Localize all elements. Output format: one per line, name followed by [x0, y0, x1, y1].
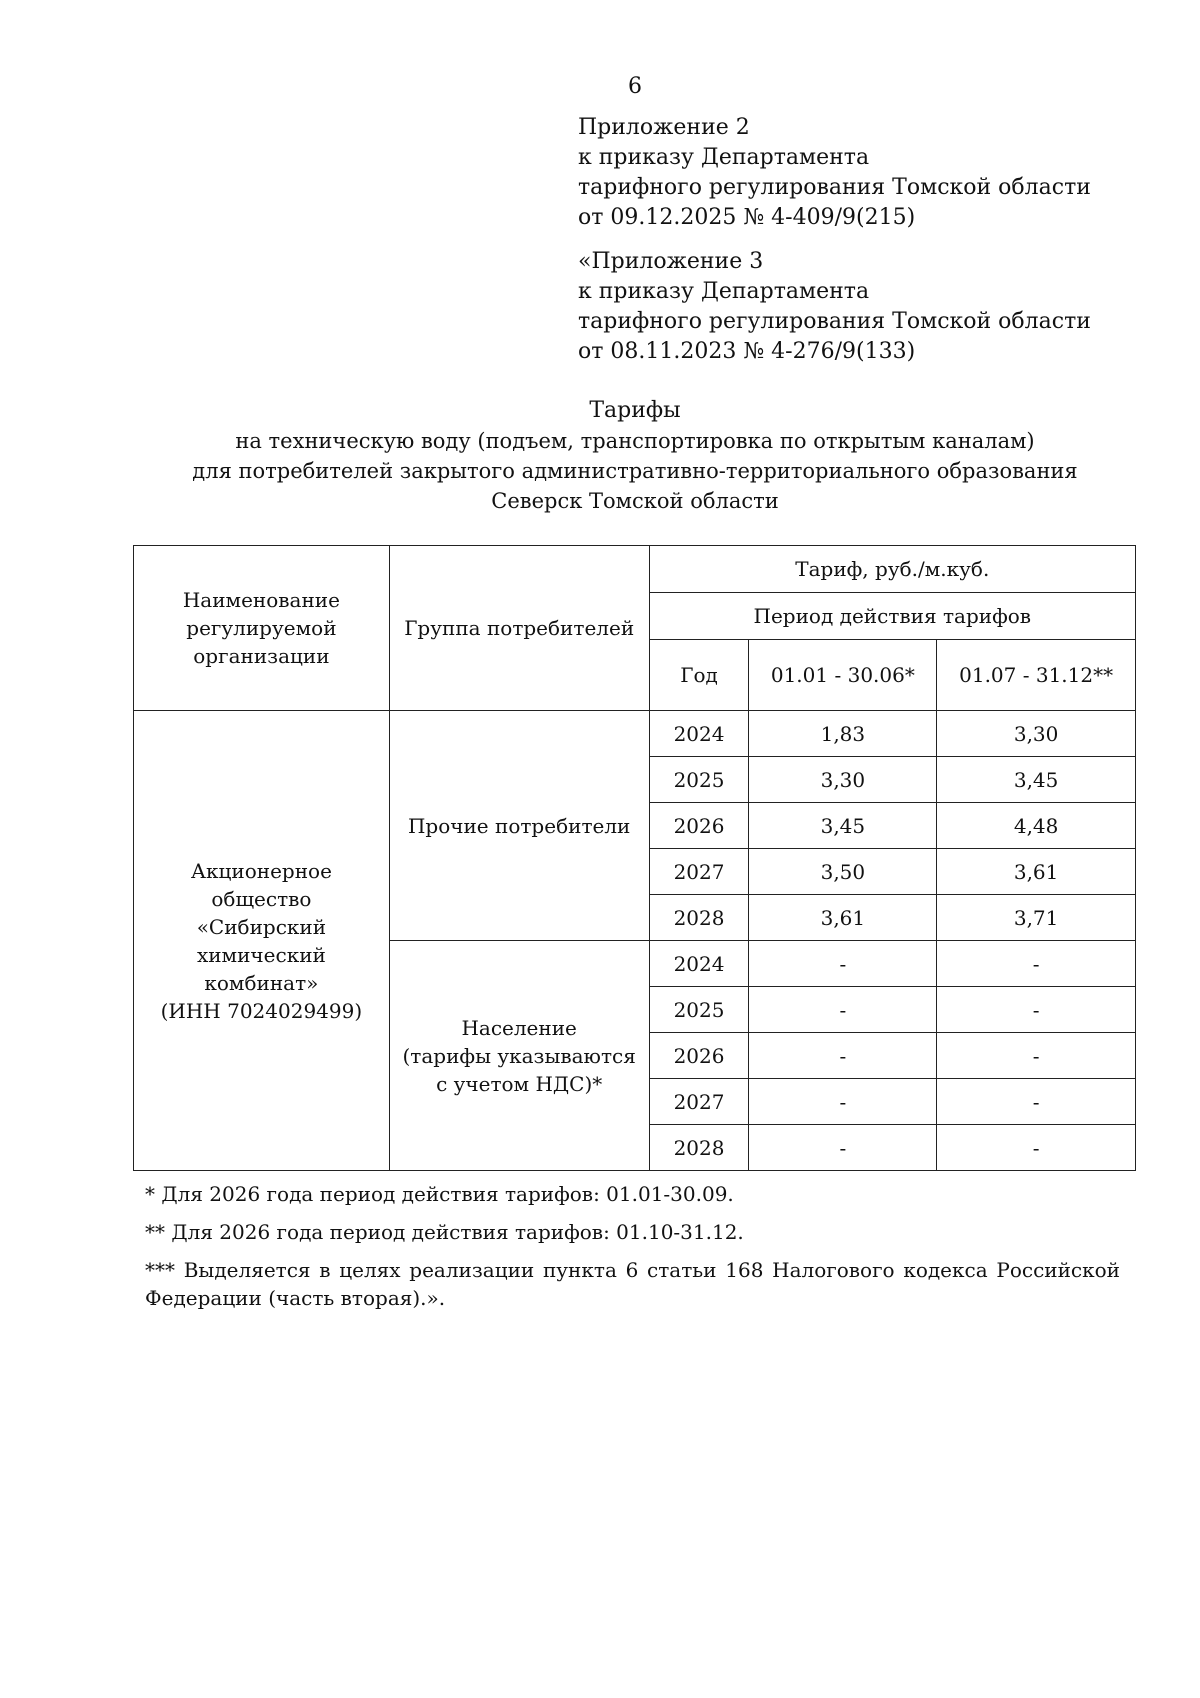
tariff-cell: 3,71 — [937, 895, 1136, 941]
year-cell: 2024 — [649, 711, 749, 757]
tariff-cell: 1,83 — [749, 711, 937, 757]
year-cell: 2028 — [649, 1125, 749, 1171]
tariff-cell: - — [749, 1125, 937, 1171]
org-line: комбинат» — [204, 970, 319, 995]
tariff-cell: 3,45 — [937, 757, 1136, 803]
tariff-cell: - — [937, 1033, 1136, 1079]
header-year: Год — [649, 640, 749, 711]
appendix-header-new — [578, 113, 1138, 233]
footnote: * Для 2026 года период действия тарифов: 01.01-30.09. — [145, 1182, 734, 1206]
tariff-cell: 3,61 — [749, 895, 937, 941]
title-line: на техническую воду (подъем, транспортировка по открытым каналам) — [235, 429, 1035, 453]
group-line: Население — [461, 1015, 577, 1040]
header-period-2: 01.07 - 31.12** — [937, 640, 1136, 711]
year-cell: 2025 — [649, 757, 749, 803]
year-cell: 2027 — [649, 1079, 749, 1125]
tariff-cell: 3,61 — [937, 849, 1136, 895]
appendix-line: тарифного регулирования Томской области — [578, 309, 1091, 334]
group-population — [389, 941, 649, 1171]
tariff-cell: - — [937, 987, 1136, 1033]
footnote: *** Выделяется в целях реализации пункта 6 статьи 168 Налогового кодекса Российской Федерации (часть вторая).». — [145, 1258, 1120, 1310]
tariff-cell: - — [937, 941, 1136, 987]
tariff-cell: - — [749, 1079, 937, 1125]
table-row — [134, 711, 1136, 757]
appendix-line: Приложение 2 — [578, 115, 750, 140]
header-org: Наименование регулируемой организации — [134, 546, 390, 711]
tariff-cell: 3,50 — [749, 849, 937, 895]
title-line: Северск Томской области — [491, 489, 779, 513]
org-line: «Сибирский — [196, 914, 327, 939]
appendix-header-old — [578, 247, 1138, 367]
header-tariff: Тариф, руб./м.куб. — [649, 546, 1135, 593]
year-cell: 2024 — [649, 941, 749, 987]
appendix-line: к приказу Департамента — [578, 279, 870, 304]
tariff-cell: - — [749, 1033, 937, 1079]
footnotes — [145, 1180, 1120, 1322]
tariff-table — [133, 545, 1136, 1171]
page-number: 6 — [628, 74, 642, 99]
tariff-cell: - — [937, 1079, 1136, 1125]
year-cell: 2025 — [649, 987, 749, 1033]
tariff-cell: - — [749, 987, 937, 1033]
year-cell: 2027 — [649, 849, 749, 895]
organization-cell — [134, 711, 390, 1171]
group-line: (тарифы указываются — [402, 1043, 636, 1068]
appendix-line: к приказу Департамента — [578, 145, 870, 170]
year-cell: 2026 — [649, 1033, 749, 1079]
group-line: с учетом НДС)* — [436, 1071, 603, 1096]
appendix-line: тарифного регулирования Томской области — [578, 175, 1091, 200]
appendix-line: от 08.11.2023 № 4-276/9(133) — [578, 339, 916, 364]
org-line: (ИНН 7024029499) — [160, 998, 363, 1023]
header-group: Группа потребителей — [389, 546, 649, 711]
year-cell: 2028 — [649, 895, 749, 941]
tariff-cell: 4,48 — [937, 803, 1136, 849]
title-main: Тарифы — [589, 398, 681, 423]
tariff-cell: 3,30 — [749, 757, 937, 803]
org-line: общество — [211, 886, 312, 911]
document-title — [120, 396, 1150, 516]
header-period: Период действия тарифов — [649, 593, 1135, 640]
group-other-consumers: Прочие потребители — [389, 711, 649, 941]
header-period-1: 01.01 - 30.06* — [749, 640, 937, 711]
appendix-line: «Приложение 3 — [578, 249, 764, 274]
tariff-cell: - — [937, 1125, 1136, 1171]
title-line: для потребителей закрытого административно-территориального образования — [192, 459, 1078, 483]
org-line: химический — [196, 942, 326, 967]
appendix-line: от 09.12.2025 № 4-409/9(215) — [578, 205, 916, 230]
year-cell: 2026 — [649, 803, 749, 849]
footnote: ** Для 2026 года период действия тарифов: 01.10-31.12. — [145, 1220, 744, 1244]
tariff-cell: 3,45 — [749, 803, 937, 849]
org-line: Акционерное — [190, 858, 332, 883]
tariff-cell: 3,30 — [937, 711, 1136, 757]
tariff-cell: - — [749, 941, 937, 987]
